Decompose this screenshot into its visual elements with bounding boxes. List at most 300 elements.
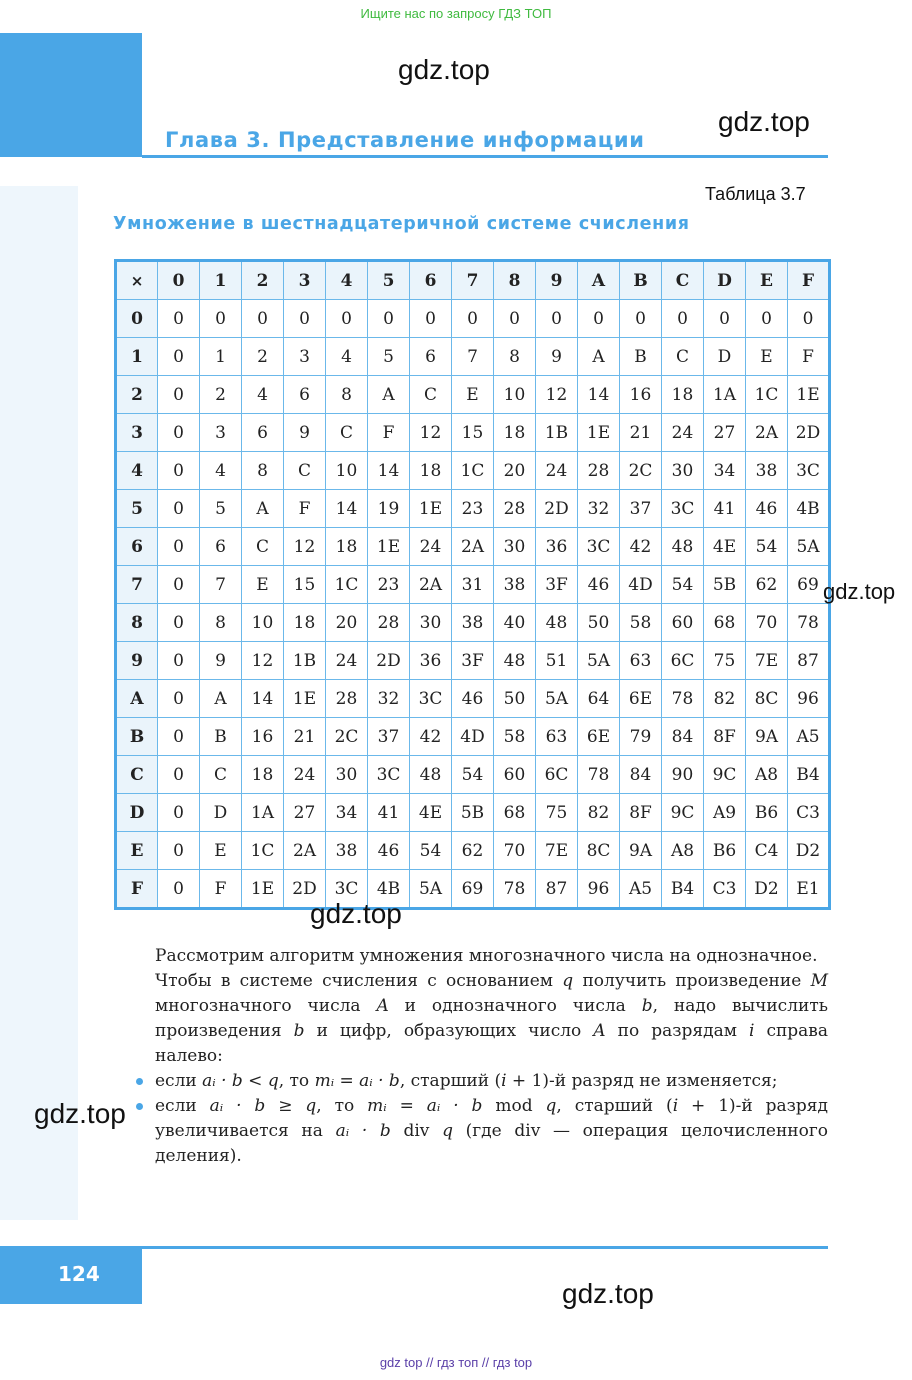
table-cell: 1C [452, 452, 494, 490]
row-header: 2 [116, 376, 158, 414]
row-header: C [116, 756, 158, 794]
table-cell: 42 [410, 718, 452, 756]
table-cell: 8C [746, 680, 788, 718]
table-cell: 10 [494, 376, 536, 414]
table-cell: 0 [158, 490, 200, 528]
table-cell: 31 [452, 566, 494, 604]
column-header: B [620, 261, 662, 300]
table-row [116, 528, 830, 566]
table-cell: 28 [494, 490, 536, 528]
table-row [116, 870, 830, 909]
hex-multiplication-table [114, 259, 831, 910]
table-cell: F [788, 338, 830, 376]
table-cell: 0 [410, 300, 452, 338]
table-cell: 16 [620, 376, 662, 414]
table-cell: 62 [746, 566, 788, 604]
table-cell: 6C [536, 756, 578, 794]
table-cell: 0 [158, 756, 200, 794]
table-cell: D [200, 794, 242, 832]
table-corner-cell: × [116, 261, 158, 300]
row-header: 3 [116, 414, 158, 452]
table-cell: 14 [578, 376, 620, 414]
table-cell: 20 [494, 452, 536, 490]
table-cell: 46 [368, 832, 410, 870]
column-header: A [578, 261, 620, 300]
table-cell: 46 [578, 566, 620, 604]
table-cell: 9C [704, 756, 746, 794]
table-cell: 0 [158, 718, 200, 756]
table-cell: 54 [746, 528, 788, 566]
table-cell: 2C [326, 718, 368, 756]
column-header: 1 [200, 261, 242, 300]
table-cell: 0 [158, 680, 200, 718]
table-cell: 3F [452, 642, 494, 680]
table-cell: 2D [536, 490, 578, 528]
table-cell: 3C [410, 680, 452, 718]
table-cell: 9A [620, 832, 662, 870]
table-cell: D [704, 338, 746, 376]
table-cell: 21 [284, 718, 326, 756]
table-cell: 0 [158, 338, 200, 376]
table-cell: 32 [368, 680, 410, 718]
table-cell: 21 [620, 414, 662, 452]
table-cell: 6 [284, 376, 326, 414]
watermark: gdz.top [34, 1098, 126, 1129]
table-row [116, 756, 830, 794]
table-cell: 48 [662, 528, 704, 566]
table-cell: 12 [410, 414, 452, 452]
table-cell: 87 [536, 870, 578, 909]
row-header: 5 [116, 490, 158, 528]
column-header: 4 [326, 261, 368, 300]
table-cell: 10 [326, 452, 368, 490]
table-cell: 4 [326, 338, 368, 376]
table-cell: 0 [158, 794, 200, 832]
table-cell: B4 [788, 756, 830, 794]
table-cell: 2C [620, 452, 662, 490]
table-header-row [116, 261, 830, 300]
table-row [116, 338, 830, 376]
table-row [116, 718, 830, 756]
table-cell: 15 [284, 566, 326, 604]
table-cell: 34 [704, 452, 746, 490]
table-cell: 0 [578, 300, 620, 338]
table-row [116, 566, 830, 604]
table-cell: 1B [536, 414, 578, 452]
table-cell: 64 [578, 680, 620, 718]
table-cell: 0 [158, 528, 200, 566]
table-cell: A [200, 680, 242, 718]
table-cell: 1E [578, 414, 620, 452]
table-cell: 54 [662, 566, 704, 604]
table-cell: 7 [200, 566, 242, 604]
table-cell: C3 [788, 794, 830, 832]
table-cell: 8 [494, 338, 536, 376]
table-cell: 18 [284, 604, 326, 642]
table-cell: 12 [242, 642, 284, 680]
table-cell: F [284, 490, 326, 528]
column-header: 6 [410, 261, 452, 300]
table-cell: 24 [284, 756, 326, 794]
side-strip [0, 186, 78, 1220]
table-cell: 3C [368, 756, 410, 794]
table-cell: 48 [536, 604, 578, 642]
table-cell: 4 [200, 452, 242, 490]
table-cell: 48 [410, 756, 452, 794]
table-row [116, 832, 830, 870]
table-cell: 37 [620, 490, 662, 528]
table-cell: 8C [578, 832, 620, 870]
table-cell: 1A [704, 376, 746, 414]
column-header: D [704, 261, 746, 300]
table-cell: B6 [704, 832, 746, 870]
table-cell: 14 [368, 452, 410, 490]
table-cell: E1 [788, 870, 830, 909]
table-cell: 0 [158, 414, 200, 452]
table-row [116, 414, 830, 452]
body-text [155, 944, 828, 1169]
table-row [116, 680, 830, 718]
table-cell: 23 [368, 566, 410, 604]
table-cell: 46 [746, 490, 788, 528]
table-cell: 1B [284, 642, 326, 680]
bullet-icon [136, 1103, 143, 1110]
table-cell: 68 [704, 604, 746, 642]
table-cell: E [746, 338, 788, 376]
table-cell: 32 [578, 490, 620, 528]
watermark: gdz.top [823, 579, 896, 604]
table-cell: D2 [788, 832, 830, 870]
table-cell: 9 [284, 414, 326, 452]
table-cell: A9 [704, 794, 746, 832]
watermark: gdz.top [562, 1278, 654, 1309]
table-cell: 3F [536, 566, 578, 604]
row-header: 8 [116, 604, 158, 642]
table-cell: B6 [746, 794, 788, 832]
table-cell: 2D [284, 870, 326, 909]
page-number: 124 [58, 1262, 100, 1286]
table-cell: 46 [452, 680, 494, 718]
table-cell: 24 [662, 414, 704, 452]
table-cell: 12 [284, 528, 326, 566]
watermark: gdz.top [398, 54, 490, 85]
table-cell: 2A [284, 832, 326, 870]
column-header: 9 [536, 261, 578, 300]
table-cell: B [620, 338, 662, 376]
table-cell: 6C [662, 642, 704, 680]
table-cell: 7E [746, 642, 788, 680]
table-cell: 2 [200, 376, 242, 414]
table-cell: 2D [368, 642, 410, 680]
table-cell: 8 [242, 452, 284, 490]
row-header: B [116, 718, 158, 756]
table-cell: 87 [788, 642, 830, 680]
table-cell: 1E [410, 490, 452, 528]
table-cell: 6E [578, 718, 620, 756]
bullet-icon [136, 1078, 143, 1085]
table-cell: 7E [536, 832, 578, 870]
table-cell: 28 [578, 452, 620, 490]
table-cell: 4E [704, 528, 746, 566]
table-cell: 2A [452, 528, 494, 566]
table-cell: 8F [704, 718, 746, 756]
table-cell: 1A [242, 794, 284, 832]
table-cell: 0 [158, 300, 200, 338]
column-header: 7 [452, 261, 494, 300]
table-cell: 3C [578, 528, 620, 566]
table-cell: 5B [452, 794, 494, 832]
table-label: Таблица 3.7 [705, 184, 806, 204]
table-cell: E [200, 832, 242, 870]
table-cell: 0 [158, 452, 200, 490]
table-cell: 9A [746, 718, 788, 756]
table-cell: A8 [662, 832, 704, 870]
table-cell: 5A [578, 642, 620, 680]
table-cell: A8 [746, 756, 788, 794]
table-cell: 7 [452, 338, 494, 376]
watermark: gdz.top [718, 106, 810, 137]
table-row [116, 490, 830, 528]
table-cell: 41 [368, 794, 410, 832]
table-cell: 1E [242, 870, 284, 909]
table-cell: 27 [704, 414, 746, 452]
watermark: gdz.top [310, 898, 402, 929]
table-cell: 18 [242, 756, 284, 794]
table-cell: 0 [200, 300, 242, 338]
table-cell: 58 [620, 604, 662, 642]
table-cell: 0 [158, 604, 200, 642]
table-cell: 2D [788, 414, 830, 452]
table-cell: C [410, 376, 452, 414]
header-divider [142, 155, 828, 158]
table-cell: 6E [620, 680, 662, 718]
table-cell: 10 [242, 604, 284, 642]
table-cell: 1E [284, 680, 326, 718]
row-header: 9 [116, 642, 158, 680]
table-cell: A [368, 376, 410, 414]
table-cell: 40 [494, 604, 536, 642]
table-cell: 0 [158, 566, 200, 604]
rule-item: если aᵢ · b < q, то mᵢ = aᵢ · b, старший (i + 1)-й разряд не изменяется; [155, 1069, 828, 1094]
column-header: 5 [368, 261, 410, 300]
table-cell: 14 [326, 490, 368, 528]
table-cell: 78 [662, 680, 704, 718]
table-cell: 48 [494, 642, 536, 680]
table-cell: 2A [746, 414, 788, 452]
table-cell: 6 [200, 528, 242, 566]
table-cell: 0 [158, 642, 200, 680]
bottom-banner: gdz top // гдз топ // гдз top [379, 1355, 533, 1370]
row-header: 7 [116, 566, 158, 604]
table-cell: 63 [536, 718, 578, 756]
table-cell: 0 [452, 300, 494, 338]
rule-list [155, 1069, 828, 1169]
table-cell: 4B [788, 490, 830, 528]
table-row [116, 452, 830, 490]
table-cell: 0 [746, 300, 788, 338]
table-cell: 3C [788, 452, 830, 490]
table-cell: 2A [410, 566, 452, 604]
table-cell: 51 [536, 642, 578, 680]
header-accent-block [0, 33, 142, 157]
chapter-title: Глава 3. Представление информации [165, 128, 645, 152]
table-cell: 42 [620, 528, 662, 566]
column-header: 3 [284, 261, 326, 300]
table-title: Умножение в шестнадцатеричной системе счисления [113, 214, 690, 234]
table-cell: 3C [662, 490, 704, 528]
table-cell: 1C [326, 566, 368, 604]
table-cell: A5 [620, 870, 662, 909]
table-cell: 0 [536, 300, 578, 338]
table-cell: 3 [200, 414, 242, 452]
table-cell: 2 [242, 338, 284, 376]
table-cell: 78 [494, 870, 536, 909]
table-cell: A [242, 490, 284, 528]
table-cell: C3 [704, 870, 746, 909]
rule-item: если aᵢ · b ≥ q, то mᵢ = aᵢ · b mod q, старший (i + 1)-й разряд увеличивается на aᵢ · b div q (где div — операция целочисленного деления). [155, 1094, 828, 1169]
table-cell: 0 [158, 870, 200, 909]
table-cell: 34 [326, 794, 368, 832]
table-cell: 60 [494, 756, 536, 794]
row-header: 6 [116, 528, 158, 566]
table-cell: 0 [284, 300, 326, 338]
table-cell: 12 [536, 376, 578, 414]
table-cell: E [242, 566, 284, 604]
table-cell: 0 [242, 300, 284, 338]
table-cell: 54 [452, 756, 494, 794]
table-cell: 96 [578, 870, 620, 909]
table-cell: C [326, 414, 368, 452]
table-cell: 38 [452, 604, 494, 642]
table-cell: 0 [662, 300, 704, 338]
table-cell: 0 [158, 376, 200, 414]
table-cell: F [368, 414, 410, 452]
table-cell: 50 [494, 680, 536, 718]
table-cell: 18 [662, 376, 704, 414]
table-cell: 27 [284, 794, 326, 832]
table-cell: A [578, 338, 620, 376]
table-cell: 60 [662, 604, 704, 642]
column-header: 8 [494, 261, 536, 300]
row-header: E [116, 832, 158, 870]
table-cell: 3C [326, 870, 368, 909]
table-row [116, 376, 830, 414]
row-header: 0 [116, 300, 158, 338]
table-cell: 0 [788, 300, 830, 338]
top-banner: Ищите нас по запросу ГДЗ ТОП [360, 6, 552, 21]
table-cell: 79 [620, 718, 662, 756]
table-cell: 28 [326, 680, 368, 718]
table-cell: 8F [620, 794, 662, 832]
table-cell: 68 [494, 794, 536, 832]
table-cell: 38 [746, 452, 788, 490]
table-cell: 75 [536, 794, 578, 832]
table-cell: 69 [788, 566, 830, 604]
table-cell: 0 [158, 832, 200, 870]
table-cell: 62 [452, 832, 494, 870]
table-cell: 24 [326, 642, 368, 680]
table-cell: 69 [452, 870, 494, 909]
table-cell: D2 [746, 870, 788, 909]
table-cell: 5A [410, 870, 452, 909]
table-cell: 78 [578, 756, 620, 794]
table-cell: 5 [200, 490, 242, 528]
table-cell: 84 [620, 756, 662, 794]
row-header: 4 [116, 452, 158, 490]
table-cell: 70 [746, 604, 788, 642]
table-row [116, 604, 830, 642]
table-cell: 36 [536, 528, 578, 566]
table-cell: 82 [704, 680, 746, 718]
table-cell: 8 [326, 376, 368, 414]
table-cell: 36 [410, 642, 452, 680]
table-cell: 20 [326, 604, 368, 642]
column-header: E [746, 261, 788, 300]
table-cell: 38 [326, 832, 368, 870]
table-cell: 18 [410, 452, 452, 490]
table-cell: 30 [326, 756, 368, 794]
table-cell: 3 [284, 338, 326, 376]
table-cell: F [200, 870, 242, 909]
table-cell: 50 [578, 604, 620, 642]
row-header: F [116, 870, 158, 909]
paragraph-algorithm: Чтобы в системе счисления с основанием q получить произведение M многозначного числа A и однозначного числа b, надо вычислить произведения b и цифр, образующих число A по разрядам i справа налево: [155, 971, 829, 1066]
table-cell: 0 [494, 300, 536, 338]
table-cell: 37 [368, 718, 410, 756]
table-cell: 9 [536, 338, 578, 376]
table-cell: 70 [494, 832, 536, 870]
table-cell: 41 [704, 490, 746, 528]
table-cell: 0 [620, 300, 662, 338]
table-cell: 16 [242, 718, 284, 756]
column-header: 2 [242, 261, 284, 300]
footer-divider [142, 1246, 828, 1249]
table-cell: 14 [242, 680, 284, 718]
table-cell: 63 [620, 642, 662, 680]
table-cell: 78 [788, 604, 830, 642]
table-cell: 8 [200, 604, 242, 642]
row-header: 1 [116, 338, 158, 376]
table-cell: C [242, 528, 284, 566]
table-cell: 24 [410, 528, 452, 566]
table-cell: 1E [368, 528, 410, 566]
table-cell: 0 [326, 300, 368, 338]
table-cell: 4B [368, 870, 410, 909]
row-header: D [116, 794, 158, 832]
table-cell: 4D [452, 718, 494, 756]
table-cell: 9C [662, 794, 704, 832]
table-cell: 1C [242, 832, 284, 870]
table-cell: 30 [662, 452, 704, 490]
table-cell: B4 [662, 870, 704, 909]
table-cell: C [284, 452, 326, 490]
table-cell: B [200, 718, 242, 756]
table-cell: 54 [410, 832, 452, 870]
table-cell: 84 [662, 718, 704, 756]
table-cell: 6 [242, 414, 284, 452]
table-cell: A5 [788, 718, 830, 756]
table-cell: 18 [326, 528, 368, 566]
table-cell: 1 [200, 338, 242, 376]
table-cell: 23 [452, 490, 494, 528]
table-cell: 5A [788, 528, 830, 566]
table-cell: 0 [368, 300, 410, 338]
table-cell: 4D [620, 566, 662, 604]
table-cell: E [452, 376, 494, 414]
table-cell: 28 [368, 604, 410, 642]
column-header: 0 [158, 261, 200, 300]
table-cell: C [200, 756, 242, 794]
